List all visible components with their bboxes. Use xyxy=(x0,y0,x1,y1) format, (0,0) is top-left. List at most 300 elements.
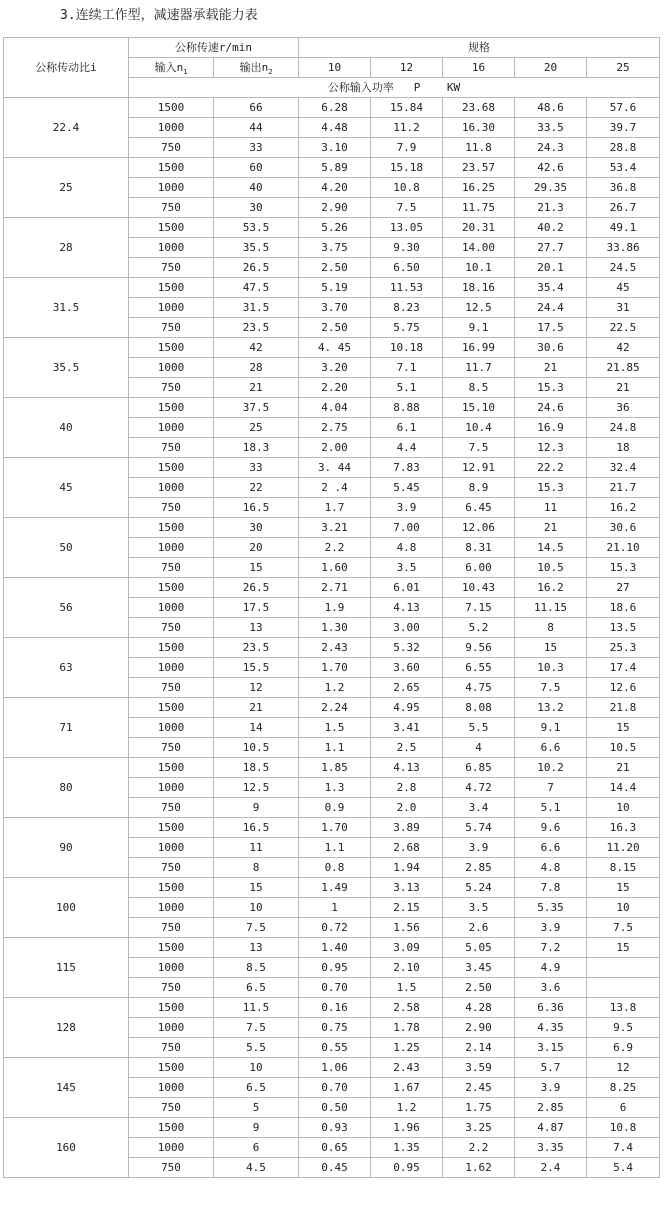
power-cell: 10.1 xyxy=(443,258,515,278)
table-row xyxy=(4,938,660,958)
power-cell: 57.6 xyxy=(587,98,660,118)
power-cell: 1.85 xyxy=(299,758,371,778)
power-cell: 15.18 xyxy=(371,158,443,178)
power-cell: 16.30 xyxy=(443,118,515,138)
output-speed-cell: 26.5 xyxy=(214,578,299,598)
power-cell: 13.05 xyxy=(371,218,443,238)
power-cell: 11.53 xyxy=(371,278,443,298)
power-cell: 16.2 xyxy=(515,578,587,598)
power-cell: 0.8 xyxy=(299,858,371,878)
output-speed-cell: 22 xyxy=(214,478,299,498)
power-cell: 27 xyxy=(587,578,660,598)
output-speed-cell: 35.5 xyxy=(214,238,299,258)
power-cell: 21.85 xyxy=(587,358,660,378)
power-cell: 1.78 xyxy=(371,1018,443,1038)
power-cell: 8.25 xyxy=(587,1078,660,1098)
power-cell: 11.20 xyxy=(587,838,660,858)
output-speed-cell: 15 xyxy=(214,558,299,578)
power-cell: 11.7 xyxy=(443,358,515,378)
output-speed-cell: 33 xyxy=(214,458,299,478)
power-cell: 15.3 xyxy=(515,378,587,398)
power-cell: 7.8 xyxy=(515,878,587,898)
table-row xyxy=(4,338,660,358)
power-cell: 1.35 xyxy=(371,1138,443,1158)
ratio-cell: 35.5 xyxy=(4,338,129,398)
power-cell: 6.1 xyxy=(371,418,443,438)
power-cell: 33.86 xyxy=(587,238,660,258)
power-cell: 3.00 xyxy=(371,618,443,638)
output-speed-cell: 47.5 xyxy=(214,278,299,298)
power-cell: 22.2 xyxy=(515,458,587,478)
power-cell xyxy=(587,958,660,978)
power-cell: 2.50 xyxy=(299,258,371,278)
power-cell: 6.6 xyxy=(515,738,587,758)
power-cell: 2.2 xyxy=(443,1138,515,1158)
header-row-1 xyxy=(4,38,660,58)
input-speed-cell: 1500 xyxy=(129,698,214,718)
power-cell: 8.08 xyxy=(443,698,515,718)
input-speed-cell: 750 xyxy=(129,1158,214,1178)
power-cell: 3.60 xyxy=(371,658,443,678)
power-cell: 0.72 xyxy=(299,918,371,938)
power-cell: 2.14 xyxy=(443,1038,515,1058)
power-cell: 14.00 xyxy=(443,238,515,258)
power-cell: 12.3 xyxy=(515,438,587,458)
power-cell: 15.3 xyxy=(587,558,660,578)
ratio-cell: 31.5 xyxy=(4,278,129,338)
power-cell: 6.9 xyxy=(587,1038,660,1058)
input-speed-cell: 750 xyxy=(129,378,214,398)
power-cell: 4 xyxy=(443,738,515,758)
power-cell: 0.95 xyxy=(299,958,371,978)
power-cell: 2.90 xyxy=(299,198,371,218)
power-cell: 24.8 xyxy=(587,418,660,438)
output-speed-cell: 44 xyxy=(214,118,299,138)
output-speed-header: 输出$n_2$ xyxy=(214,58,299,78)
table-row xyxy=(4,638,660,658)
power-cell: 5.35 xyxy=(515,898,587,918)
output-speed-cell: 11 xyxy=(214,838,299,858)
power-cell: 0.55 xyxy=(299,1038,371,1058)
power-cell: 11.2 xyxy=(371,118,443,138)
power-cell: 17.5 xyxy=(515,318,587,338)
power-cell: 12 xyxy=(587,1058,660,1078)
output-speed-cell: 7.5 xyxy=(214,918,299,938)
ratio-cell: 71 xyxy=(4,698,129,758)
power-cell: 20.31 xyxy=(443,218,515,238)
power-cell: 24.4 xyxy=(515,298,587,318)
power-cell: 21.3 xyxy=(515,198,587,218)
power-cell: 5.4 xyxy=(587,1158,660,1178)
power-cell: 10.8 xyxy=(587,1118,660,1138)
power-cell: 6.6 xyxy=(515,838,587,858)
input-speed-cell: 1500 xyxy=(129,638,214,658)
input-speed-cell: 1000 xyxy=(129,418,214,438)
power-cell: 2.24 xyxy=(299,698,371,718)
power-cell: 3.75 xyxy=(299,238,371,258)
power-cell: 5.05 xyxy=(443,938,515,958)
power-cell: 11.75 xyxy=(443,198,515,218)
power-cell: 18.6 xyxy=(587,598,660,618)
power-cell: 7.5 xyxy=(371,198,443,218)
ratio-cell: 100 xyxy=(4,878,129,938)
power-cell: 10.3 xyxy=(515,658,587,678)
input-speed-cell: 1000 xyxy=(129,118,214,138)
power-cell: 4.28 xyxy=(443,998,515,1018)
output-speed-cell: 26.5 xyxy=(214,258,299,278)
power-cell: 21.8 xyxy=(587,698,660,718)
power-cell: 21 xyxy=(587,378,660,398)
power-cell: 14.4 xyxy=(587,778,660,798)
size-header: 16 xyxy=(443,58,515,78)
table-row xyxy=(4,458,660,478)
power-cell: 1.40 xyxy=(299,938,371,958)
input-speed-cell: 750 xyxy=(129,1098,214,1118)
power-cell: 4.04 xyxy=(299,398,371,418)
table-row xyxy=(4,878,660,898)
power-cell: 7.5 xyxy=(515,678,587,698)
power-cell: 8.5 xyxy=(443,378,515,398)
power-cell: 3.10 xyxy=(299,138,371,158)
input-speed-cell: 1000 xyxy=(129,958,214,978)
power-cell: 21 xyxy=(515,518,587,538)
power-cell: 4.72 xyxy=(443,778,515,798)
output-speed-cell: 9 xyxy=(214,798,299,818)
ratio-cell: 160 xyxy=(4,1118,129,1178)
input-speed-cell: 1500 xyxy=(129,878,214,898)
power-cell: 42 xyxy=(587,338,660,358)
power-cell: 15.84 xyxy=(371,98,443,118)
input-speed-cell: 1500 xyxy=(129,1058,214,1078)
power-cell: 8.88 xyxy=(371,398,443,418)
power-cell: 3.6 xyxy=(515,978,587,998)
input-speed-cell: 1000 xyxy=(129,358,214,378)
power-cell: 2.15 xyxy=(371,898,443,918)
power-cell: 12.5 xyxy=(443,298,515,318)
output-speed-cell: 5.5 xyxy=(214,1038,299,1058)
power-cell: 11.15 xyxy=(515,598,587,618)
power-cell: 12.6 xyxy=(587,678,660,698)
power-cell: 1.25 xyxy=(371,1038,443,1058)
power-cell: 3.9 xyxy=(371,498,443,518)
input-speed-cell: 1500 xyxy=(129,278,214,298)
input-speed-cell: 1000 xyxy=(129,1018,214,1038)
power-cell: 9.30 xyxy=(371,238,443,258)
power-cell: 1.7 xyxy=(299,498,371,518)
power-cell: 11 xyxy=(515,498,587,518)
power-cell: 0.70 xyxy=(299,978,371,998)
power-cell: 9.6 xyxy=(515,818,587,838)
power-cell: 21.10 xyxy=(587,538,660,558)
power-cell: 21 xyxy=(515,358,587,378)
output-speed-cell: 16.5 xyxy=(214,818,299,838)
power-cell: 2.85 xyxy=(515,1098,587,1118)
power-cell: 1.2 xyxy=(371,1098,443,1118)
power-cell: 20.1 xyxy=(515,258,587,278)
power-cell: 1.5 xyxy=(299,718,371,738)
power-cell: 10.4 xyxy=(443,418,515,438)
power-cell: 30.6 xyxy=(587,518,660,538)
power-cell: 3.20 xyxy=(299,358,371,378)
power-cell: 22.5 xyxy=(587,318,660,338)
ratio-cell: 28 xyxy=(4,218,129,278)
input-speed-cell: 1000 xyxy=(129,898,214,918)
power-cell: 4.13 xyxy=(371,598,443,618)
input-speed-cell: 750 xyxy=(129,498,214,518)
power-cell: 1.60 xyxy=(299,558,371,578)
power-cell: 16.25 xyxy=(443,178,515,198)
input-speed-cell: 1000 xyxy=(129,1138,214,1158)
power-cell: 1.30 xyxy=(299,618,371,638)
input-speed-cell: 1500 xyxy=(129,398,214,418)
power-cell: 10.5 xyxy=(587,738,660,758)
power-cell: 24.6 xyxy=(515,398,587,418)
output-speed-cell: 6.5 xyxy=(214,978,299,998)
power-cell: 16.2 xyxy=(587,498,660,518)
input-speed-cell: 750 xyxy=(129,918,214,938)
output-speed-cell: 4.5 xyxy=(214,1158,299,1178)
power-cell: 3.25 xyxy=(443,1118,515,1138)
power-cell: 5.74 xyxy=(443,818,515,838)
power-cell: 3.70 xyxy=(299,298,371,318)
power-cell: 12.06 xyxy=(443,518,515,538)
power-cell: 28.8 xyxy=(587,138,660,158)
output-speed-cell: 16.5 xyxy=(214,498,299,518)
input-speed-cell: 750 xyxy=(129,558,214,578)
power-cell: 3. 44 xyxy=(299,458,371,478)
table-row xyxy=(4,998,660,1018)
power-cell: 5.5 xyxy=(443,718,515,738)
power-cell: 4.8 xyxy=(371,538,443,558)
power-cell: 5.2 xyxy=(443,618,515,638)
input-speed-cell: 1000 xyxy=(129,538,214,558)
power-cell: 15 xyxy=(587,878,660,898)
power-cell: 7 xyxy=(515,778,587,798)
table-row xyxy=(4,398,660,418)
power-cell: 15 xyxy=(587,718,660,738)
input-speed-cell: 1500 xyxy=(129,338,214,358)
power-cell: 1.2 xyxy=(299,678,371,698)
input-speed-cell: 1000 xyxy=(129,718,214,738)
power-cell: 1.96 xyxy=(371,1118,443,1138)
power-cell: 30.6 xyxy=(515,338,587,358)
input-speed-cell: 750 xyxy=(129,198,214,218)
power-cell: 2.6 xyxy=(443,918,515,938)
output-speed-cell: 7.5 xyxy=(214,1018,299,1038)
power-cell: 10 xyxy=(587,798,660,818)
output-speed-cell: 30 xyxy=(214,518,299,538)
table-row xyxy=(4,818,660,838)
input-speed-cell: 1500 xyxy=(129,758,214,778)
power-cell: 3.9 xyxy=(443,838,515,858)
power-cell: 2.58 xyxy=(371,998,443,1018)
power-cell: 7.5 xyxy=(443,438,515,458)
power-cell: 6.36 xyxy=(515,998,587,1018)
output-speed-cell: 6 xyxy=(214,1138,299,1158)
input-speed-cell: 1000 xyxy=(129,478,214,498)
spec-header: 规格 xyxy=(299,38,660,58)
input-speed-cell: 1500 xyxy=(129,458,214,478)
power-cell: 18 xyxy=(587,438,660,458)
power-cell: 48.6 xyxy=(515,98,587,118)
input-speed-cell: 750 xyxy=(129,858,214,878)
power-cell: 9.1 xyxy=(443,318,515,338)
power-cell: 10 xyxy=(587,898,660,918)
output-speed-cell: 11.5 xyxy=(214,998,299,1018)
power-cell: 23.57 xyxy=(443,158,515,178)
ratio-cell: 63 xyxy=(4,638,129,698)
power-cell: 3.45 xyxy=(443,958,515,978)
power-cell: 4.20 xyxy=(299,178,371,198)
power-cell: 24.3 xyxy=(515,138,587,158)
ratio-cell: 25 xyxy=(4,158,129,218)
output-speed-cell: 10 xyxy=(214,898,299,918)
ratio-cell: 40 xyxy=(4,398,129,458)
power-cell: 0.9 xyxy=(299,798,371,818)
ratio-cell: 22.4 xyxy=(4,98,129,158)
output-speed-cell: 10.5 xyxy=(214,738,299,758)
power-cell: 11.8 xyxy=(443,138,515,158)
power-cell: 4.35 xyxy=(515,1018,587,1038)
power-cell: 1.1 xyxy=(299,738,371,758)
output-speed-cell: 18.5 xyxy=(214,758,299,778)
power-cell: 3.5 xyxy=(371,558,443,578)
power-cell: 1.3 xyxy=(299,778,371,798)
power-cell: 2.50 xyxy=(443,978,515,998)
power-cell: 1.70 xyxy=(299,818,371,838)
power-cell: 5.75 xyxy=(371,318,443,338)
ratio-cell: 56 xyxy=(4,578,129,638)
power-cell: 15 xyxy=(587,938,660,958)
input-speed-cell: 750 xyxy=(129,798,214,818)
input-speed-cell: 1500 xyxy=(129,518,214,538)
power-cell: 1.06 xyxy=(299,1058,371,1078)
power-cell: 1.56 xyxy=(371,918,443,938)
power-cell: 39.7 xyxy=(587,118,660,138)
power-cell: 4. 45 xyxy=(299,338,371,358)
output-speed-cell: 8 xyxy=(214,858,299,878)
power-cell: 0.95 xyxy=(371,1158,443,1178)
power-cell: 8.9 xyxy=(443,478,515,498)
input-speed-cell: 750 xyxy=(129,738,214,758)
power-cell: 7.2 xyxy=(515,938,587,958)
power-cell: 3.59 xyxy=(443,1058,515,1078)
power-cell: 4.95 xyxy=(371,698,443,718)
power-cell: 42.6 xyxy=(515,158,587,178)
power-cell: 2.5 xyxy=(371,738,443,758)
power-cell: 7.00 xyxy=(371,518,443,538)
output-speed-cell: 28 xyxy=(214,358,299,378)
power-cell: 15 xyxy=(515,638,587,658)
input-speed-cell: 750 xyxy=(129,258,214,278)
power-cell: 1.75 xyxy=(443,1098,515,1118)
power-cell: 40.2 xyxy=(515,218,587,238)
input-speed-cell: 1500 xyxy=(129,998,214,1018)
input-speed-cell: 750 xyxy=(129,1038,214,1058)
power-cell: 3.5 xyxy=(443,898,515,918)
output-speed-cell: 25 xyxy=(214,418,299,438)
table-row xyxy=(4,1118,660,1138)
power-cell: 2 .4 xyxy=(299,478,371,498)
output-speed-cell: 6.5 xyxy=(214,1078,299,1098)
power-cell: 2.75 xyxy=(299,418,371,438)
power-cell: 0.75 xyxy=(299,1018,371,1038)
power-cell: 3.13 xyxy=(371,878,443,898)
input-speed-cell: 1500 xyxy=(129,218,214,238)
output-speed-cell: 31.5 xyxy=(214,298,299,318)
power-cell: 13.5 xyxy=(587,618,660,638)
power-cell: 4.87 xyxy=(515,1118,587,1138)
power-cell: 2.20 xyxy=(299,378,371,398)
power-cell: 2.43 xyxy=(371,1058,443,1078)
table-row xyxy=(4,578,660,598)
power-cell: 7.4 xyxy=(587,1138,660,1158)
input-speed-cell: 1500 xyxy=(129,938,214,958)
power-cell: 2.2 xyxy=(299,538,371,558)
power-cell: 2.00 xyxy=(299,438,371,458)
power-cell: 6.01 xyxy=(371,578,443,598)
power-cell: 2.0 xyxy=(371,798,443,818)
ratio-cell: 45 xyxy=(4,458,129,518)
speed-header: 公称传速r/min xyxy=(129,38,299,58)
output-speed-cell: 40 xyxy=(214,178,299,198)
power-cell: 2.90 xyxy=(443,1018,515,1038)
power-header: 公称输入功率 P KW xyxy=(129,78,660,98)
power-cell: 7.15 xyxy=(443,598,515,618)
power-cell: 2.43 xyxy=(299,638,371,658)
output-speed-cell: 21 xyxy=(214,698,299,718)
power-cell: 1.62 xyxy=(443,1158,515,1178)
table-row xyxy=(4,158,660,178)
power-cell: 49.1 xyxy=(587,218,660,238)
load-capacity-table xyxy=(3,37,660,1178)
power-cell: 2.50 xyxy=(299,318,371,338)
power-cell: 5.32 xyxy=(371,638,443,658)
power-cell: 2.45 xyxy=(443,1078,515,1098)
power-cell: 16.3 xyxy=(587,818,660,838)
power-cell: 7.9 xyxy=(371,138,443,158)
input-speed-cell: 1000 xyxy=(129,838,214,858)
power-cell: 0.45 xyxy=(299,1158,371,1178)
power-cell: 4.75 xyxy=(443,678,515,698)
output-speed-cell: 33 xyxy=(214,138,299,158)
power-cell: 2.4 xyxy=(515,1158,587,1178)
power-cell: 31 xyxy=(587,298,660,318)
input-speed-cell: 750 xyxy=(129,978,214,998)
power-cell: 3.4 xyxy=(443,798,515,818)
table-row xyxy=(4,1058,660,1078)
power-cell: 4.13 xyxy=(371,758,443,778)
output-speed-cell: 30 xyxy=(214,198,299,218)
power-cell: 3.9 xyxy=(515,918,587,938)
table-row xyxy=(4,758,660,778)
output-speed-cell: 5 xyxy=(214,1098,299,1118)
size-header: 20 xyxy=(515,58,587,78)
power-cell: 6.85 xyxy=(443,758,515,778)
size-header: 10 xyxy=(299,58,371,78)
table-row xyxy=(4,98,660,118)
power-cell: 10.2 xyxy=(515,758,587,778)
power-cell: 8 xyxy=(515,618,587,638)
power-cell: 2.8 xyxy=(371,778,443,798)
input-speed-cell: 750 xyxy=(129,318,214,338)
power-cell: 7.83 xyxy=(371,458,443,478)
power-cell: 10.8 xyxy=(371,178,443,198)
power-cell: 13.2 xyxy=(515,698,587,718)
input-speed-cell: 1000 xyxy=(129,778,214,798)
power-cell: 33.5 xyxy=(515,118,587,138)
power-cell: 3.41 xyxy=(371,718,443,738)
